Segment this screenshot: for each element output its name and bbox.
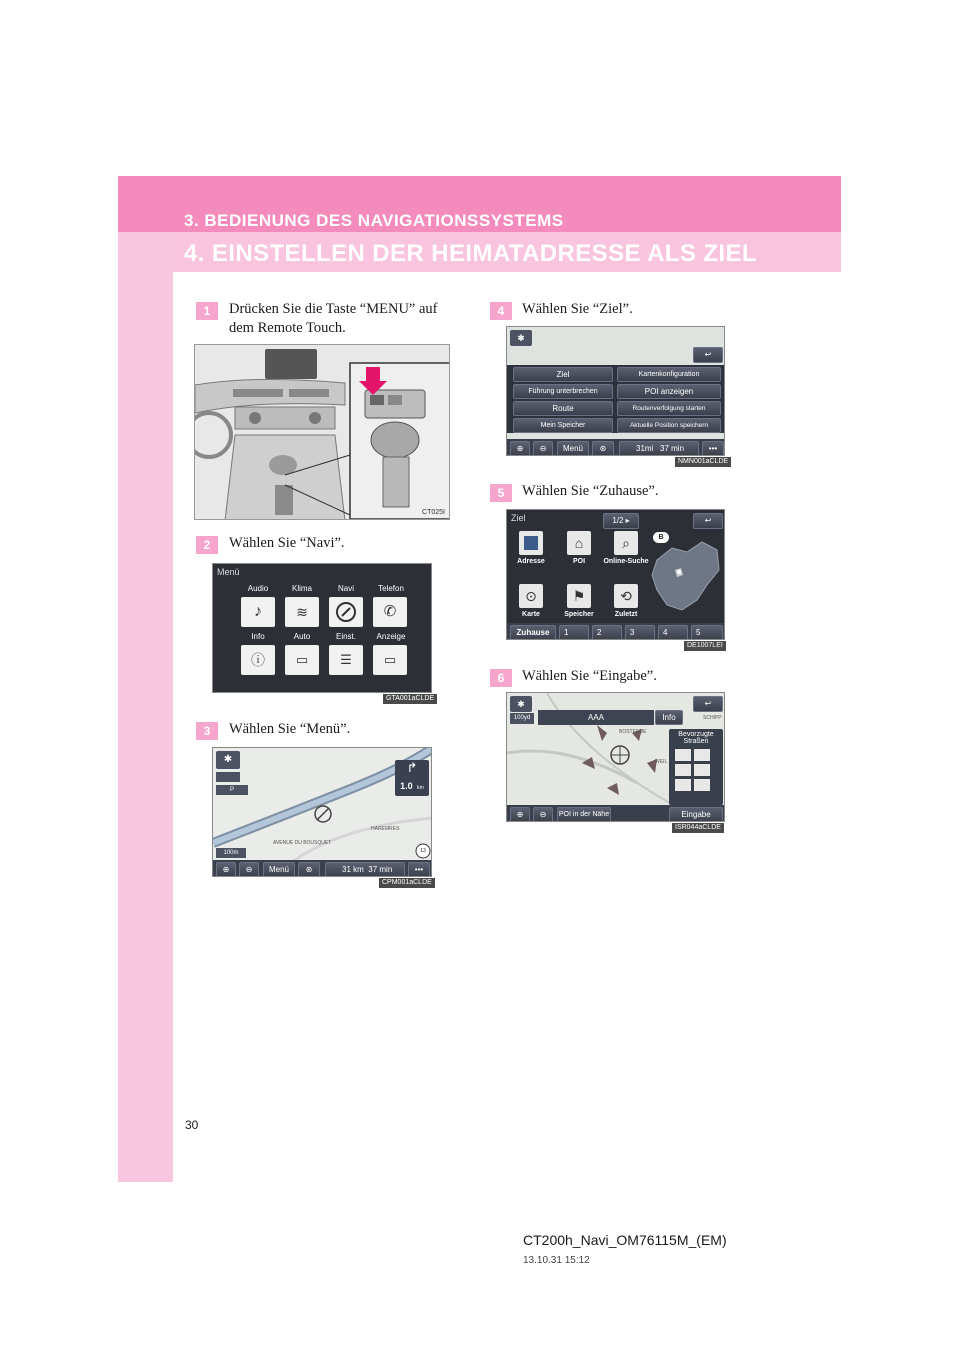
menu-mein-speicher[interactable]: Mein Speicher — [513, 418, 613, 433]
menu-ziel[interactable]: Ziel — [513, 367, 613, 382]
zuhause-button[interactable]: Zuhause — [510, 625, 556, 640]
menu-label-anzeige: Anzeige — [376, 632, 406, 641]
zoom-out-button[interactable]: ⊖ — [239, 862, 259, 877]
image-code-5: DE1007LEI — [684, 641, 726, 651]
dashboard-drawing — [195, 345, 450, 520]
turn-distance-unit: km — [417, 785, 424, 791]
trip-distance-unit: km — [353, 865, 364, 874]
map-bottom-bar — [213, 860, 432, 877]
turn-arrow-panel — [395, 760, 429, 796]
navi-icon[interactable] — [329, 597, 363, 627]
label-speicher: Speicher — [564, 611, 594, 618]
step-text-4: Wählen Sie “Ziel”. — [522, 301, 633, 317]
ziel-screen-title: Ziel — [511, 513, 526, 523]
voice-icon-2[interactable]: ⊛ — [592, 441, 614, 456]
step-number-3: 3 — [196, 722, 218, 740]
dashboard-illustration — [194, 344, 450, 520]
menu-label-audio: Audio — [247, 584, 269, 593]
step-number-6: 6 — [490, 669, 512, 687]
street-name: AVENUE DU BOUSQUET — [273, 840, 332, 846]
left-margin-strip — [118, 176, 173, 1182]
page-indicator[interactable]: 1/2 ▸ — [603, 513, 639, 529]
ziel-bottom-bar — [507, 439, 725, 456]
destination-name: AAA — [538, 710, 654, 725]
road-icons — [669, 745, 723, 795]
zoom-in-button[interactable]: ⊕ — [216, 862, 236, 877]
eingabe-bottom-bar — [507, 805, 725, 822]
trip-distance: 31 — [342, 865, 351, 874]
memory-button-1[interactable]: 1 — [559, 625, 589, 640]
eingabe-scale: 100yd — [510, 713, 534, 724]
poi-icon[interactable]: ⌂ — [567, 531, 591, 555]
menu-label-klima: Klima — [291, 584, 312, 593]
label-karte: Karte — [522, 611, 540, 618]
map-icon[interactable]: ⊙ — [519, 584, 543, 608]
info-button[interactable]: Info — [655, 710, 683, 725]
image-code-4: NMN001aCLDE — [675, 457, 731, 467]
menu-routenverfolgung-starten[interactable]: Routenverfolgung starten — [617, 401, 721, 416]
ziel-menu-screen — [506, 326, 725, 456]
section-title: 3. BEDIENUNG DES NAVIGATIONSSYSTEMS — [184, 211, 564, 230]
menu-label-einst: Einst. — [335, 632, 356, 641]
menu-screen-title: Menü — [217, 567, 240, 577]
road-icon-4[interactable] — [694, 764, 710, 776]
zoom-in-button-2[interactable]: ⊕ — [510, 441, 530, 456]
road-icon-6[interactable] — [694, 779, 710, 791]
image-code-3: CPM001aCLDE — [379, 878, 435, 888]
label-adresse: Adresse — [517, 558, 545, 565]
menu-button-2[interactable]: Menü — [557, 441, 589, 456]
memory-button-2[interactable]: 2 — [592, 625, 622, 640]
road-number: 13 — [420, 848, 426, 854]
turn-distance: 1.0 — [400, 781, 413, 791]
recent-icon[interactable]: ⟲ — [614, 584, 638, 608]
road-icon-2[interactable] — [694, 749, 710, 761]
country-badge: B — [653, 532, 669, 543]
label-online-suche: Online-Suche — [603, 558, 649, 565]
ziel-menu-panel — [507, 365, 725, 433]
menu-button[interactable]: Menü — [263, 862, 295, 877]
zoom-out-button-3[interactable]: ⊖ — [533, 807, 553, 822]
compass-icon-3[interactable]: ✱ — [510, 696, 532, 712]
display-icon[interactable]: ▭ — [373, 645, 407, 675]
settings-icon[interactable]: ☰ — [329, 645, 363, 675]
zoom-in-button-3[interactable]: ⊕ — [510, 807, 530, 822]
preferred-roads-panel[interactable] — [669, 729, 723, 805]
music-note-icon[interactable]: ♪ — [241, 597, 275, 627]
memory-button-4[interactable]: 4 — [658, 625, 688, 640]
step-number-1: 1 — [196, 302, 218, 320]
ziel-screen — [506, 509, 725, 640]
back-button-3[interactable]: ↩ — [693, 696, 723, 712]
back-button-2[interactable]: ↩ — [693, 513, 723, 529]
place-name: HAREMRES — [371, 826, 400, 832]
online-search-icon[interactable]: ⌕ — [614, 531, 638, 555]
page-title: 4. EINSTELLEN DER HEIMATADRESSE ALS ZIEL — [184, 240, 757, 267]
step-text-1b: dem Remote Touch. — [229, 320, 346, 336]
place-bostende: BOSTENDE — [619, 729, 647, 735]
step-text-1a: Drücken Sie die Taste “MENU” auf — [229, 301, 438, 317]
climate-icon[interactable]: ≋ — [285, 597, 319, 627]
map-scale: 100m — [216, 848, 246, 858]
preferred-label-2: Straßen — [683, 738, 709, 745]
road-icon-1[interactable] — [675, 749, 691, 761]
step-text-6: Wählen Sie “Eingabe”. — [522, 668, 657, 684]
turn-arrow-icon: ↱ — [406, 760, 418, 775]
address-icon[interactable] — [519, 531, 543, 555]
menu-fuehrung-unterbrechen[interactable]: Führung unterbrechen — [513, 384, 613, 399]
trip-info-2[interactable] — [619, 441, 699, 456]
menu-route[interactable]: Route — [513, 401, 613, 416]
more-button-2[interactable]: ••• — [702, 441, 724, 456]
menu-label-telefon: Telefon — [378, 584, 404, 593]
trip-info[interactable] — [325, 862, 405, 877]
preferred-label-1: Bevorzugte — [678, 731, 714, 738]
compass-icon-2[interactable]: ✱ — [510, 330, 532, 346]
trip-time: 37 min — [368, 865, 393, 874]
map-screen — [212, 747, 432, 877]
map-tool-icon[interactable] — [216, 772, 240, 782]
europe-map-icon — [647, 530, 725, 622]
ziel-screen-bottom — [507, 623, 725, 640]
phone-icon[interactable]: ✆ — [373, 597, 407, 627]
menu-label-navi: Navi — [337, 584, 354, 593]
footer-doc-title: CT200h_Navi_OM76115M_(EM) — [523, 1232, 727, 1248]
image-code-1: CT025I — [422, 509, 445, 516]
poi-nearby-button[interactable]: POI in der Nähe — [557, 807, 611, 822]
place-schipp: SCHIPP — [703, 715, 722, 721]
info-icon[interactable]: ⓘ — [241, 645, 275, 675]
back-button[interactable]: ↩ — [693, 347, 723, 363]
footer-timestamp: 13.10.31 15:12 — [523, 1255, 590, 1266]
step-text-5: Wählen Sie “Zuhause”. — [522, 483, 659, 499]
memory-button-5[interactable]: 5 — [691, 625, 723, 640]
voice-icon[interactable]: ⊛ — [298, 862, 320, 877]
image-code-2: GTA001aCLDE — [383, 694, 437, 704]
step-text-2: Wählen Sie “Navi”. — [229, 535, 345, 551]
menu-aktuelle-position[interactable]: Aktuelle Position speichern — [617, 418, 721, 433]
compass-icon[interactable]: ✱ — [216, 751, 240, 769]
page-indicator-text: 1/2 — [612, 516, 624, 525]
menu-screen — [212, 563, 432, 693]
image-code-6: ISR044aCLDE — [672, 823, 724, 833]
memory-button-3[interactable]: 3 — [625, 625, 655, 640]
step-number-4: 4 — [490, 302, 512, 320]
flag-icon[interactable]: ⚑ — [567, 584, 591, 608]
eingabe-button[interactable]: Eingabe — [669, 807, 723, 822]
label-poi: POI — [572, 558, 586, 565]
label-zuletzt: Zuletzt — [614, 611, 638, 618]
menu-label-info: Info — [251, 632, 265, 641]
step-number-5: 5 — [490, 484, 512, 502]
trip-time-2: 37 min — [660, 444, 685, 453]
eingabe-screen — [506, 692, 725, 822]
zoom-out-button-2[interactable]: ⊖ — [533, 441, 553, 456]
parking-icon[interactable]: P — [216, 785, 248, 795]
road-icon-5[interactable] — [675, 779, 691, 791]
menu-label-auto: Auto — [293, 632, 311, 641]
page-number: 30 — [185, 1118, 199, 1132]
car-icon[interactable]: ▭ — [285, 645, 319, 675]
place-weil: WEIL — [655, 759, 668, 765]
menu-kartenkonfiguration[interactable]: Kartenkonfiguration — [617, 367, 721, 382]
more-button[interactable]: ••• — [408, 862, 430, 877]
road-icon-3[interactable] — [675, 764, 691, 776]
step-number-2: 2 — [196, 536, 218, 554]
menu-poi-anzeigen[interactable]: POI anzeigen — [617, 384, 721, 399]
step-text-3: Wählen Sie “Menü”. — [229, 721, 351, 737]
trip-distance-2: 31mi — [636, 444, 654, 453]
